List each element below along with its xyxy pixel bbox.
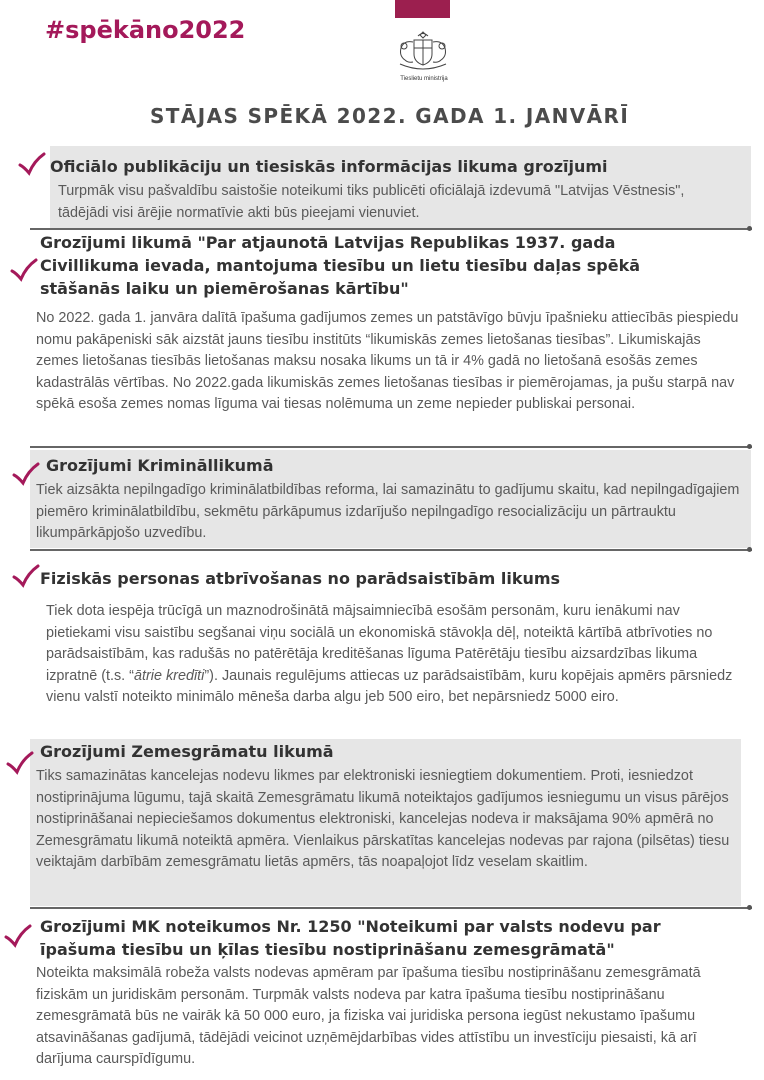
section-body: Tiek aizsākta nepilngadīgo kriminālatbildības reforma, lai samazinātu to gadījumu skaitu, kad nepilngadīgajiem piemēro kriminālatbildību, sekmētu pārkāpumus izdarījušo nepilngadīgo resocializāciju un pārtrauktu likumpārkāpjošo uzvedību. (36, 482, 740, 542)
section-body: Turpmāk visu pašvaldību saistošie noteikumi tiks publicēti oficiālajā izdevumā "Latvijas Vēstnesis", tādējādi visi ārējie normatīvie akti būs pieejami vienuviet. (58, 183, 685, 221)
section-civil-law (0, 230, 764, 445)
section-land-register (0, 739, 764, 906)
section-body: No 2022. gada 1. janvāra dalītā īpašuma gadījumos zemes un patstāvīgo būvju īpašnieku attiecībās piespiedu nomu pakāpeniski sāk aizstāt jauns tiesību institūts “likumiskās zemes lietošanas tiesības”. Likumiskajās zemes lietošanas tiesībās lietošanas maksu nosaka likums un tā ir 4% gadā no lietošanā esošās zemes kadastrālās vērtības. No 2022.gada likumiskās zemes lietošanas tiesības ir piemērojamas, ja pušu starpā nav spēkā esoša zemes nomas līguma vai tiesas nolēmuma un zeme nepieder publiskai personai. (36, 310, 739, 413)
checkmark-icon (18, 152, 46, 176)
divider-dot (747, 905, 752, 910)
divider-dot (747, 444, 752, 449)
section-title: Grozījumi Krimināllikumā (46, 456, 274, 475)
hashtag: #spēkāno2022 (45, 16, 246, 44)
section-divider (30, 446, 752, 448)
section-divider (30, 549, 752, 551)
ministry-label: Tieslietu ministrija (400, 76, 448, 82)
section-title: Oficiālo publikāciju un tiesiskās informācijas likuma grozījumi (50, 157, 608, 176)
section-state-fee (0, 912, 764, 1080)
section-criminal-law (0, 450, 764, 548)
section-title: Grozījumi Zemesgrāmatu likumā (40, 742, 334, 761)
section-body: Tiks samazinātas kancelejas nodevu likmes par elektroniski iesniegtiem dokumentiem. Proti, iesniedzot nostiprinājuma lūgumu, tajā skaitā Zemesgrāmatu likumā noteiktajos gadījumos iesniegumu un visus pārējos nostiprināšanai nepieciešamos dokumentus elektroniski, kancelejas nodeva ir maksājama 90% apmērā no Zemesgrāmatu likumā noteiktā apmēra. Vienlaikus pārskatītas kancelejas nodevas par rajona (pilsētas) tiesu veiktajām darbībām zemesgrāmatu lietās apmērs, tās noapaļojot līdz veselam skaitlim. (36, 768, 730, 871)
section-body-emphasis: ātrie kredīti (133, 667, 205, 684)
brand-bar (395, 0, 450, 18)
section-title: Fiziskās personas atbrīvošanas no parādsaistībām likums (40, 569, 561, 588)
divider-dot (747, 547, 752, 552)
checkmark-icon (6, 751, 34, 775)
section-publications (0, 146, 764, 228)
section-debt-relief (0, 558, 764, 738)
section-title: Grozījumi likumā "Par atjaunotā Latvijas Republikas 1937. gada Civillikuma ievada, mantojuma tiesību un lietu tiesību daļas spēkā stāšanās laiku un piemērošanas kārtību" (40, 233, 641, 298)
page-title: STĀJAS SPĒKĀ 2022. GADA 1. JANVĀRĪ (150, 104, 630, 128)
checkmark-icon (10, 258, 38, 282)
section-body (46, 601, 746, 709)
checkmark-icon (12, 564, 40, 588)
section-body: Noteikta maksimālā robeža valsts nodevas apmēram par īpašuma tiesību nostiprināšanu zemesgrāmatā fiziskām un juridiskām personām. Turpmāk valsts nodeva par katra īpašuma tiesību nostiprināšanu zemesgrāmatā būs ne vairāk kā 50 000 euro, ja fiziska vai juridiska persona iegūst nekustamo īpašumu atsavināšanas gadījumā, tādējādi veicinot uzņēmējdarbības vides attīstību un investīciju piesaisti, kā arī darījuma caurspīdīgumu. (36, 965, 701, 1068)
section-divider (30, 907, 752, 909)
coat-of-arms-icon (392, 28, 454, 70)
section-title: Grozījumi MK noteikumos Nr. 1250 "Noteikumi par valsts nodevu par īpašuma tiesību un ķīlas tiesību nostiprināšanu zemesgrāmatā" (40, 917, 661, 959)
section-body-text: Tiek dota iespēja trūcīgā un maznodrošinātā mājsaimniecībā esošām personām, kuru ienākumi nav pietiekami visu saistību segšanai viņu sociālā un ekonomiskā stāvokļa dēļ, noteiktā kārtībā atbrīvoties no parādsaistībām, kas radušās no patērētāja kreditēšanas līguma Patērētāju tiesību aizsardzības likuma izpratnē (t.s. “ (46, 603, 713, 684)
section-body-text: ”). Jaunais regulējums attiecas uz parādsaistībām, kuru kopējais apmērs pārsniedz vienu valstī noteikto minimālo mēneša darba algu jeb 500 eiro, bet nepārsniedz 5000 eiro. (46, 667, 733, 706)
checkmark-icon (4, 924, 32, 948)
